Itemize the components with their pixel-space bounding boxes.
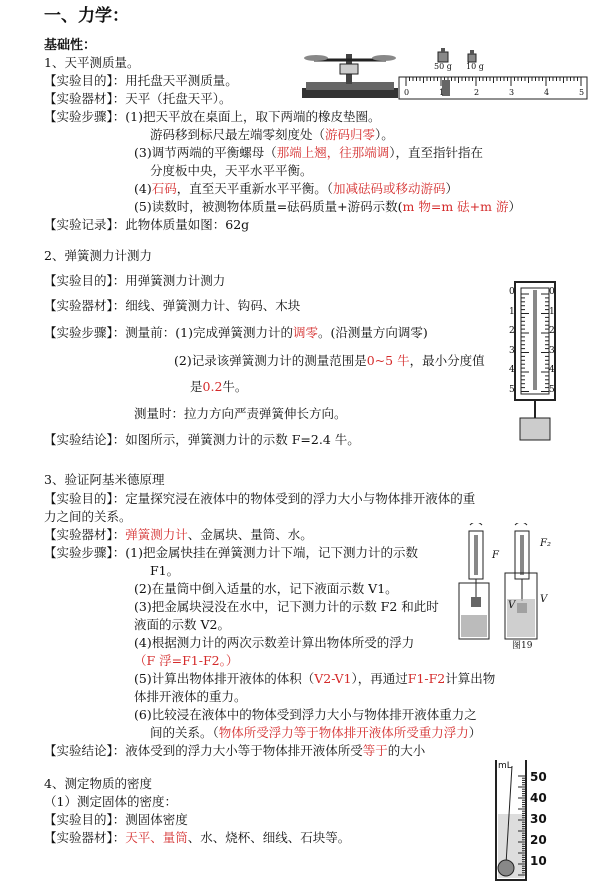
- weight-50-label: 50 g: [434, 62, 452, 71]
- s4-title: 4、测定物质的密度: [44, 776, 152, 791]
- ruler-tick-label: 1: [439, 88, 445, 97]
- spring-scale-number: 5: [509, 384, 515, 395]
- ruler-tick-label: 5: [579, 88, 585, 97]
- spring-scale-number: 1: [549, 306, 555, 317]
- cylinder-mark: 10: [530, 854, 547, 868]
- s1-step3b: 分度板中央，天平水平平衡。: [150, 163, 313, 178]
- s2-step3: 测量时：拉力方向严责弹簧伸长方向。: [134, 406, 347, 421]
- s1-steps: 【实验步骤】：(1)把天平放在桌面上，取下两端的橡皮垫圈。: [44, 109, 381, 124]
- cylinder-mark: 30: [530, 812, 547, 826]
- s4-sub: （1）测定固体的密度：: [44, 794, 177, 809]
- s3-step6b: 间的关系。（物体所受浮力等于物体排开液体所受重力浮力）: [150, 725, 482, 740]
- s1-step1b: 游码移到标尺最左端零刻度处（游码归零）。: [150, 127, 394, 142]
- rider-scale-ruler: [398, 76, 588, 102]
- ruler-tick-label: 0: [404, 88, 410, 97]
- s1-step4: (4)石码，直至天平重新水平平衡。（加减砝码或移动游码）: [134, 181, 459, 196]
- s3-step3a: (3)把金属块浸没在水中，记下测力计的示数 F2 和此时: [134, 599, 439, 614]
- basic-label: 基础性：: [44, 38, 97, 53]
- s3-purpose2: 力之间的关系。: [44, 509, 132, 524]
- s1-title: 1、天平测质量。: [44, 55, 140, 70]
- s3-step4a: (4)根据测力计的两次示数差计算出物体所受的浮力: [134, 635, 415, 650]
- s3-conclusion: 【实验结论】：液体受到的浮力大小等于物体排开液体所受等于的大小: [44, 743, 426, 758]
- spring-scale-number: 3: [549, 345, 555, 356]
- fig-label-v: V: [508, 600, 516, 611]
- spring-scale-number: 3: [509, 345, 515, 356]
- cylinder-mark: 50: [530, 770, 547, 784]
- s3-step3b: 液面的示数 V2。: [134, 617, 230, 632]
- s3-step5a: (5)计算出物体排开液体的体积（V2-V1），再通过F1-F2计算出物: [134, 671, 496, 686]
- balance-figure: [300, 42, 400, 100]
- s2-purpose: 【实验目的】：用弹簧测力计测力: [44, 273, 226, 288]
- s1-record: 【实验记录】：此物体质量如图：62g: [44, 217, 250, 232]
- s2-equip: 【实验器材】：细线、弹簧测力计、钩码、木块: [44, 298, 301, 313]
- fig-label-f2: F₂: [540, 538, 551, 549]
- s1-step5: (5)读数时，被测物体质量=砝码质量+游码示数(m 物=m 砝+m 游）: [134, 199, 521, 214]
- fig-label-v2: V: [540, 594, 548, 605]
- s4-equip: 【实验器材】：天平、量筒、水、烧杯、细线、石块等。: [44, 830, 351, 845]
- s3-step1b: F1。: [150, 563, 180, 578]
- s2-step2: (2)记录该弹簧测力计的测量范围是0~5 牛，最小分度值: [174, 353, 485, 368]
- s3-purpose1: 【实验目的】：定量探究浸在液体中的物体受到的浮力大小与物体排开液体的重: [44, 491, 476, 506]
- cylinder-unit: mL: [498, 761, 512, 771]
- s3-step5b: 体排开液体的重力。: [134, 689, 247, 704]
- s2-title: 2、弹簧测力计测力: [44, 248, 152, 263]
- s3-equip: 【实验器材】：弹簧测力计、金属块、量筒、水。: [44, 527, 313, 542]
- spring-scale-number: 1: [509, 306, 515, 317]
- archimedes-figure: [455, 523, 575, 648]
- spring-scale-number: 0: [549, 287, 555, 297]
- s3-step2: (2)在量筒中倒入适量的水，记下液面示数 V1。: [134, 581, 398, 596]
- fig-caption: 图19: [512, 641, 533, 651]
- ruler-tick-label: 2: [474, 88, 480, 97]
- page-heading: 一、力学：: [44, 6, 129, 26]
- spring-scale-figure: [505, 280, 565, 445]
- spring-scale-number: 5: [549, 384, 555, 395]
- cylinder-mark: 20: [530, 833, 547, 847]
- graduated-cylinder: [488, 756, 533, 886]
- s3-step6a: (6)比较浸在液体中的物体受到浮力大小与物体排开液体重力之: [134, 707, 477, 722]
- s1-equip: 【实验器材】：天平（托盘天平）。: [44, 91, 232, 106]
- s3-step1a: 【实验步骤】：(1)把金属快挂在弹簧测力计下端，记下测力计的示数: [44, 545, 418, 560]
- cylinder-mark: 40: [530, 791, 547, 805]
- spring-scale-number: 4: [509, 365, 515, 375]
- s3-step4b: （F 浮=F1-F2。）: [134, 653, 239, 668]
- s1-purpose: 【实验目的】：用托盘天平测质量。: [44, 73, 238, 88]
- spring-scale-number: 2: [549, 326, 555, 336]
- s4-purpose: 【实验目的】：测固体密度: [44, 812, 188, 827]
- ruler-tick-label: 4: [544, 88, 550, 97]
- ruler-tick-label: 3: [509, 88, 515, 97]
- weight-10-label: 10 g: [466, 62, 484, 71]
- spring-scale-number: 0: [509, 287, 515, 297]
- fig-label-f: F: [492, 550, 499, 561]
- s3-title: 3、验证阿基米德原理: [44, 472, 165, 487]
- s2-conclusion: 【实验结论】：如图所示，弹簧测力计的示数 F=2.4 牛。: [44, 432, 360, 447]
- spring-scale-number: 4: [549, 365, 555, 375]
- s2-step2b: 是0.2牛。: [190, 379, 248, 394]
- spring-scale-number: 2: [509, 326, 515, 336]
- s1-step3a: (3)调节两端的平衡螺母（那端上翘，往那端调），直至指针指在: [134, 145, 483, 160]
- s2-step1: 【实验步骤】：测量前：(1)完成弹簧测力计的调零。(沿测量方向调零): [44, 325, 428, 340]
